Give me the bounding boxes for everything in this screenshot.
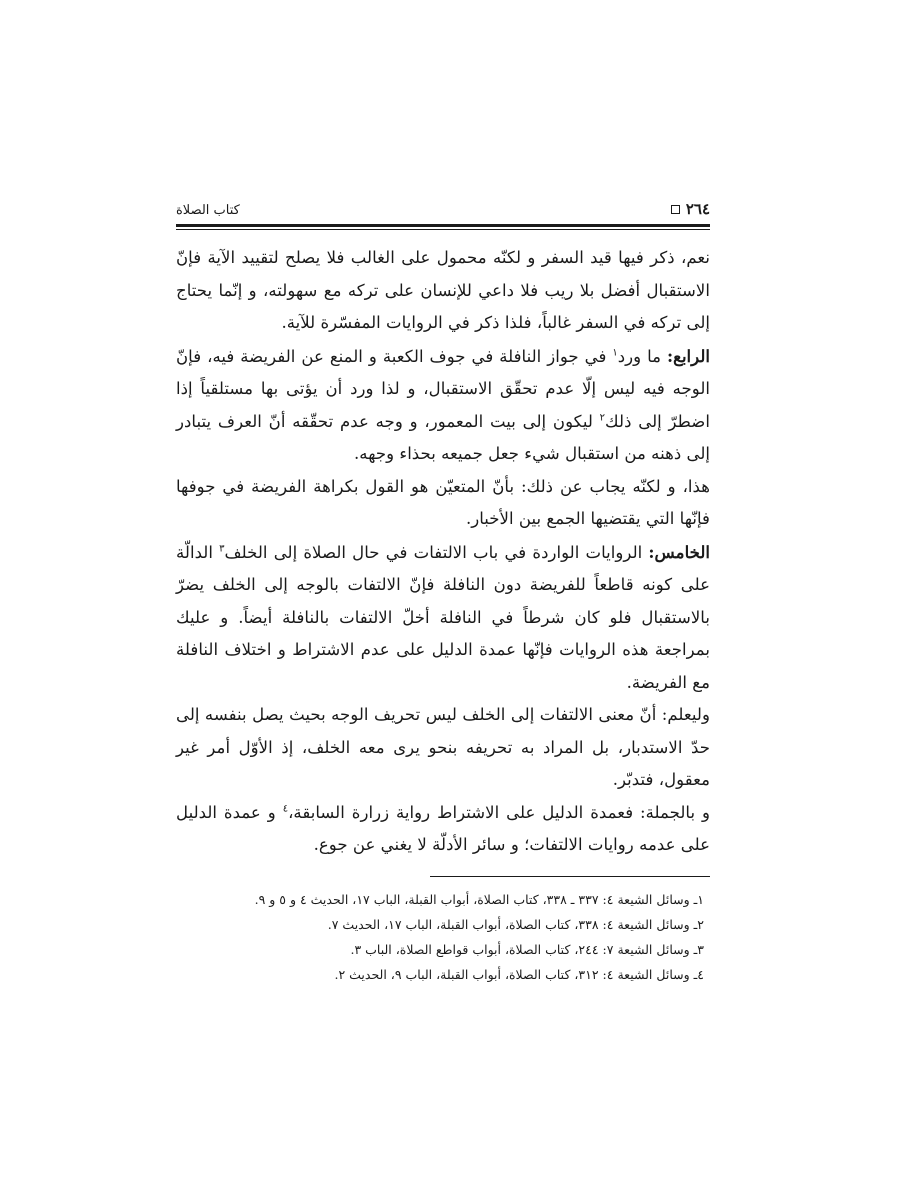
footnote-ref-2[interactable]: ٢ xyxy=(599,411,606,423)
book-page xyxy=(176,196,710,987)
paragraph-lead: الخامس: xyxy=(648,541,711,562)
main-text xyxy=(176,242,710,862)
header-rule-thick xyxy=(176,224,710,227)
footnote-2: ٢ـ وسائل الشيعة ٤: ٣٣٨، كتاب الصلاة، أبواب القبلة، الباب ١٧، الحديث ٧. xyxy=(327,916,704,932)
paragraph-lead: الرابع: xyxy=(666,345,710,366)
paragraph-5 xyxy=(176,699,710,797)
paragraph-2 xyxy=(176,340,710,471)
paragraph-text: هذا، و لكنّه يجاب عن ذلك: بأنّ المتعيّن هو القول بكراهة الفريضة في جوفها فإنّها التي يقتضيها الجمع بين الأخبار. xyxy=(176,476,710,528)
paragraph-text: و بالجملة: فعمدة الدليل على الاشتراط رواية زرارة السابقة، xyxy=(288,802,710,822)
book-title: كتاب الصلاة xyxy=(176,203,240,218)
header-rule-thin xyxy=(176,229,710,230)
footnote-ref-3[interactable]: ٣ xyxy=(219,542,225,554)
running-header xyxy=(176,196,710,218)
paragraph-1 xyxy=(176,242,710,340)
footnote-1: ١ـ وسائل الشيعة ٤: ٣٣٧ ـ ٣٣٨، كتاب الصلاة، أبواب القبلة، الباب ١٧، الحديث ٤ و ٥ و ٩. xyxy=(254,891,704,907)
footnote-3: ٣ـ وسائل الشيعة ٧: ٢٤٤، كتاب الصلاة، أبواب قواطع الصلاة، الباب ٣. xyxy=(350,941,704,957)
paragraph-text: نعم، ذكر فيها قيد السفر و لكنّه محمول على الغالب فلا يصلح لتقييد الآية فإنّ الاستقبال أفضل بلا ريب فلا داعي للإنسان على تركه مع سهولته، و إنّما يحتاج إلى تركه في السفر غالباً، فلذا ذكر في الروايات المفسّرة للآية. xyxy=(176,248,710,332)
paragraph-text: ما ورد xyxy=(617,346,667,366)
footnote-4: ٤ـ وسائل الشيعة ٤: ٣١٢، كتاب الصلاة، أبواب القبلة، الباب ٩، الحديث ٢. xyxy=(334,966,704,982)
paragraph-3 xyxy=(176,471,710,536)
paragraph-text: ليكون إلى بيت المعمور، و وجه عدم تحقّقه أنّ العرف يتبادر إلى ذهنه من استقبال شيء جعل جميعه بحذاء وجهه. xyxy=(176,411,710,463)
paragraph-text: وليعلم: أنّ معنى الالتفات إلى الخلف ليس تحريف الوجه بحيث يصل بنفسه إلى حدّ الاستدبار، بل المراد به تحريفه بنحو يرى معه الخلف، إذ الأوّل أمر غير معقول، فتدبّر. xyxy=(176,705,710,789)
paragraph-text: الروايات الواردة في باب الالتفات في حال الصلاة إلى الخلف xyxy=(224,542,649,562)
paragraph-6 xyxy=(176,797,710,862)
page-number: ٢٦٤ xyxy=(685,200,710,218)
paragraph-text: الدالّة على كونه قاطعاً للفريضة دون النافلة فإنّ الالتفات بالوجه إلى الخلف يضرّ بالاستقبال فلو كان شرطاً في النافلة أخلّ الالتفات بالنافلة أيضاً. و عليك بمراجعة هذه الروايات فإنّها عمدة الدليل على عدم الاشتراط و اختلاف النافلة مع الفريضة. xyxy=(176,542,710,692)
footnote-ref-4[interactable]: ٤ xyxy=(282,802,289,814)
paragraph-text: في جواز النافلة في جوف الكعبة و المنع عن الفريضة فيه، فإنّ الوجه فيه ليس إلّا عدم تحقّق الاستقبال، و لذا ورد أن يؤتى بها مستلقياً إذا اضطرّ إلى ذلك xyxy=(176,346,710,431)
paragraph-4 xyxy=(176,536,710,700)
footnote-ref-1[interactable]: ١ xyxy=(612,346,618,358)
footnotes xyxy=(176,887,710,987)
square-bullet-icon xyxy=(671,205,680,214)
paragraph-text: و عمدة الدليل على عدمه روايات الالتفات؛ و سائر الأدلّة لا يغني عن جوع. xyxy=(176,802,710,854)
page-number-group xyxy=(671,200,710,218)
footnote-separator xyxy=(430,876,710,877)
